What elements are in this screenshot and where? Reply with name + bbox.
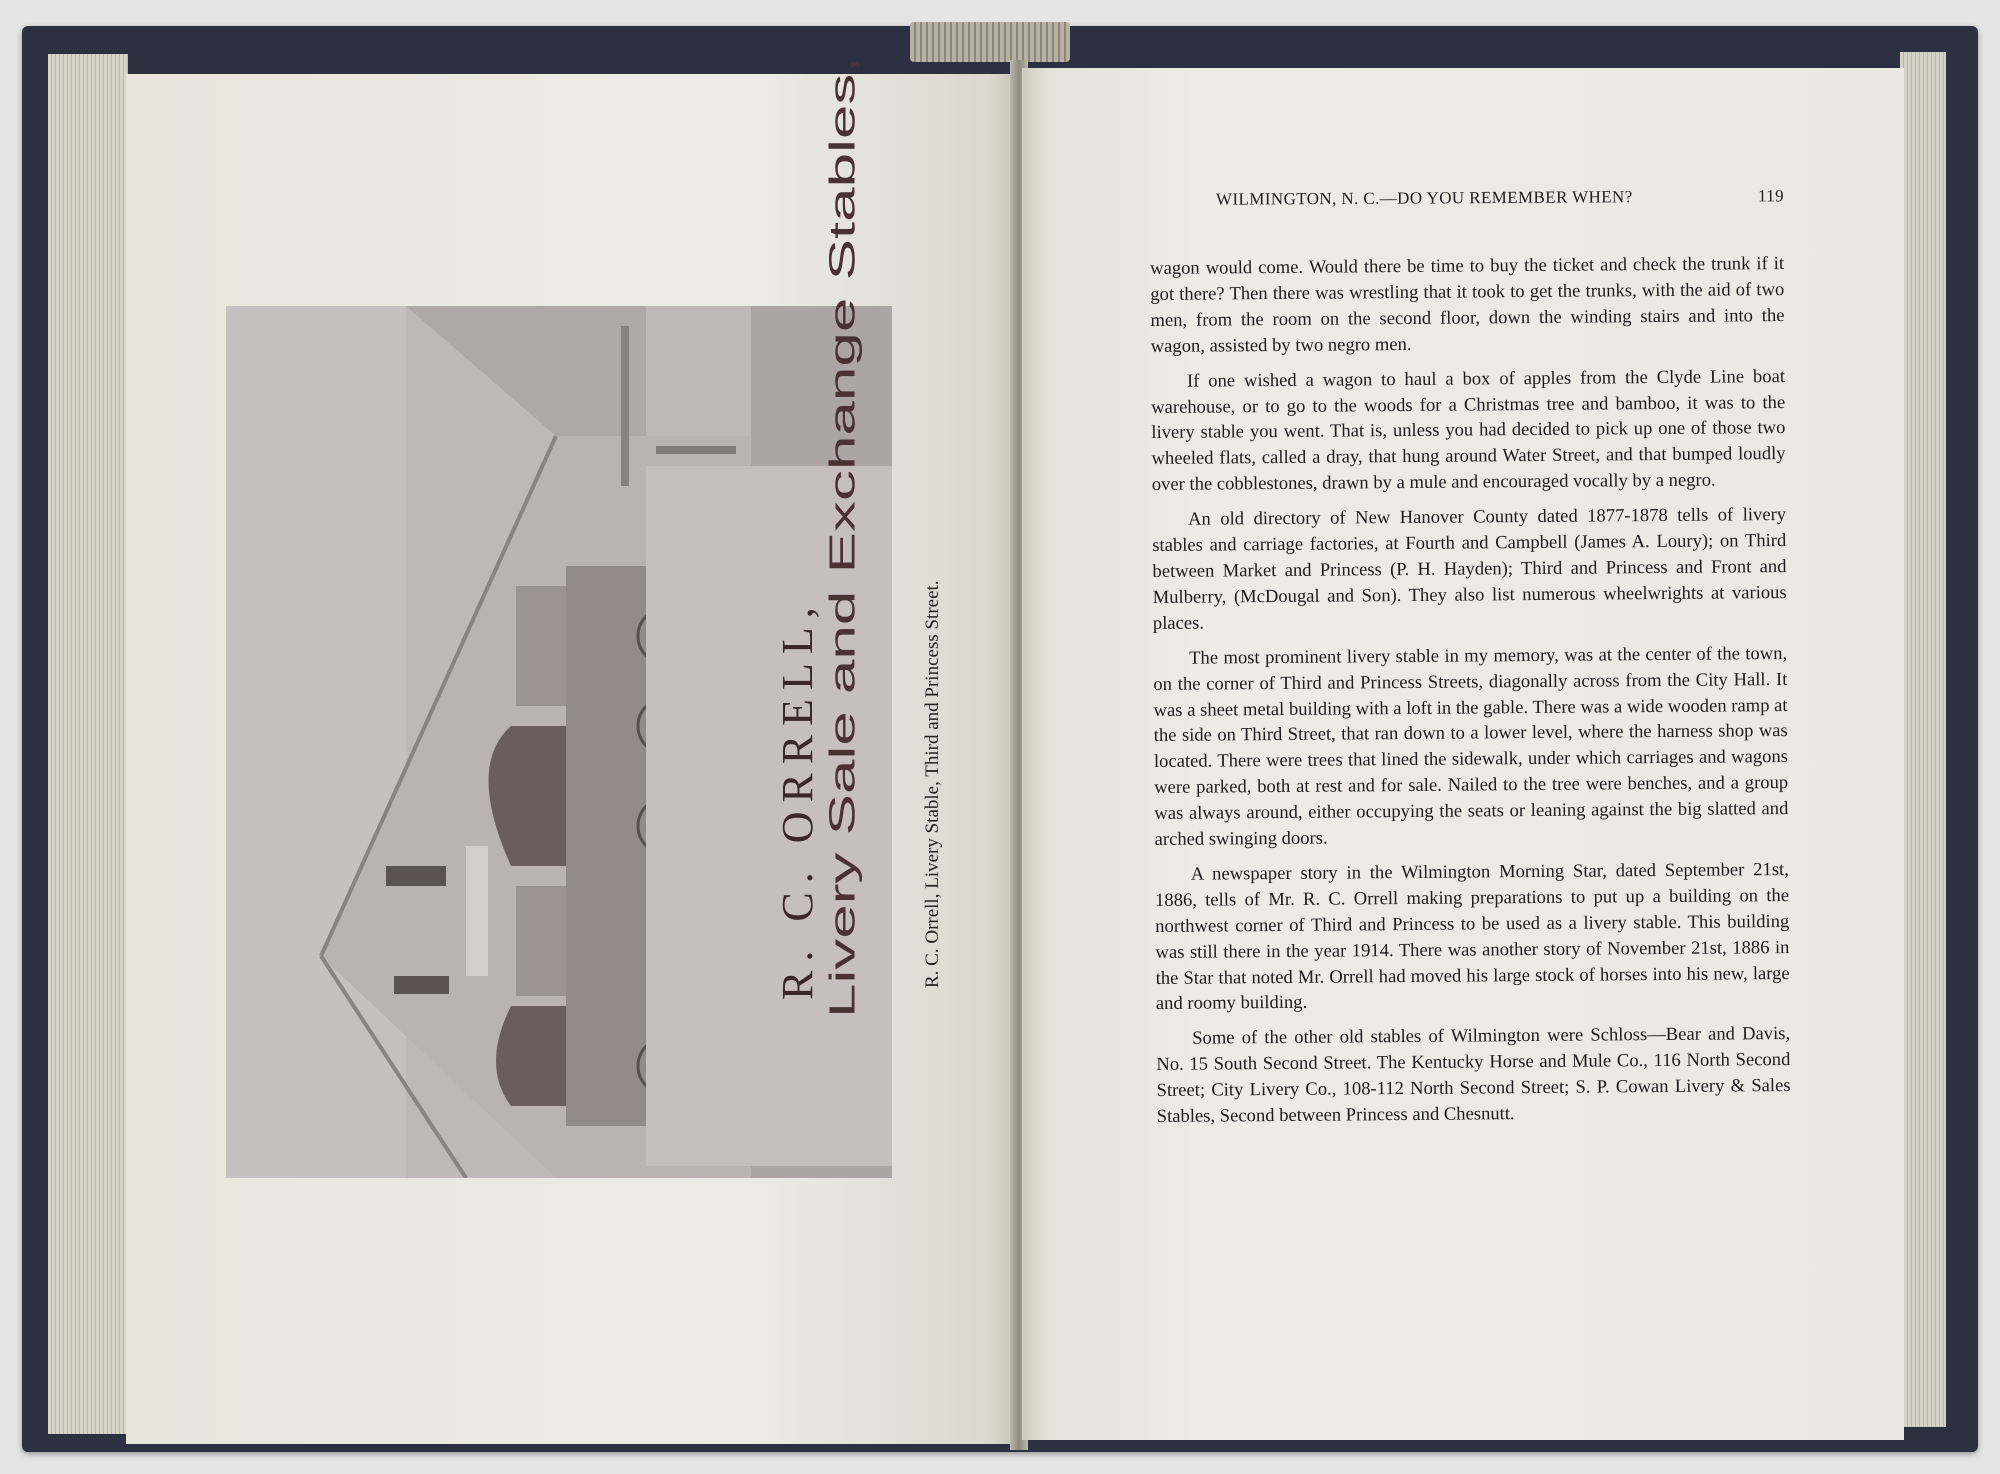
right-page-edges <box>1900 52 1946 1427</box>
paragraph: wagon would come. Would there be time to buy the ticket and check the trunk if it got there? Then there was wrestling that it took to get the trunks, with the aid of two men, from the room on the second floor, down the winding stairs and into the wagon, assisted by two negro men. <box>1150 253 1785 357</box>
photo-subtitle: Livery Sale and Exchange Stables, <box>822 56 863 1018</box>
paragraph: An old directory of New Hanover County dated 1877-1878 tells of livery stables and carriage factories, at Fourth and Campbell (James A. Loury); on Third between Market and Princess (P. H. Hayden); Third and Princess and Front and Mulberry, (McDougal and Son). They also list numerous wheelwrights at various places. <box>1152 504 1787 634</box>
paragraph: If one wished a wagon to haul a box of apples from the Clyde Line boat warehouse, or to go to the woods for a Christmas tree and bamboo, it was to the livery stable you went. That is, unless you had decided to pick up one of those two wheeled flats, called a dray, that hung around Water Street, and that bumped loudly over the cobblestones, drawn by a mule and encouraged vocally by a negro. <box>1151 365 1786 496</box>
page-body <box>1150 251 1791 1139</box>
running-header <box>1216 186 1784 209</box>
left-page-edges <box>48 54 128 1434</box>
paragraph: Some of the other old stables of Wilmington were Schloss—Bear and Davis, No. 15 South Second Street. The Kentucky Horse and Mule Co., 116 North Second Street; City Livery Co., 108-112 North Second Street; S. P. Cowan Livery & Sales Stables, Second between Princess and Chesnutt. <box>1156 1023 1791 1128</box>
paragraph: A newspaper story in the Wilmington Morning Star, dated September 21st, 1886, tells of Mr. R. C. Orrell making preparations to put up a building on the northwest corner of Third and Princess to be used as a livery stable. This building was still there in the year 1914. There was another story of November 21st, 1886 in the Star that noted Mr. Orrell had moved his large stock of horses into his new, large and roomy building. <box>1154 858 1790 1015</box>
photo-title: R. C. ORRELL, <box>773 598 822 1000</box>
book-spine-binding <box>910 22 1070 62</box>
page-number: 119 <box>1757 186 1785 206</box>
photo-caption: R. C. Orrell, Livery Stable, Third and Princess Street. <box>922 580 943 988</box>
paragraph: The most prominent livery stable in my memory, was at the center of the town, on the corner of Third and Princess Streets, diagonally across from the City Hall. It was a sheet metal building with a loft in the gable. There was a wide wooden ramp at the side on Third Street, that ran down to a lower level, where the harness shop was located. There were trees that lined the sidewalk, under which carriages and wagons were parked, both at rest and for sale. Nailed to the tree were benches, and a group was always around, either occupying the seats or leaning against the big slatted and arched swinging doors. <box>1153 642 1789 851</box>
running-header-title: WILMINGTON, N. C.—DO YOU REMEMBER WHEN? <box>1215 187 1633 209</box>
